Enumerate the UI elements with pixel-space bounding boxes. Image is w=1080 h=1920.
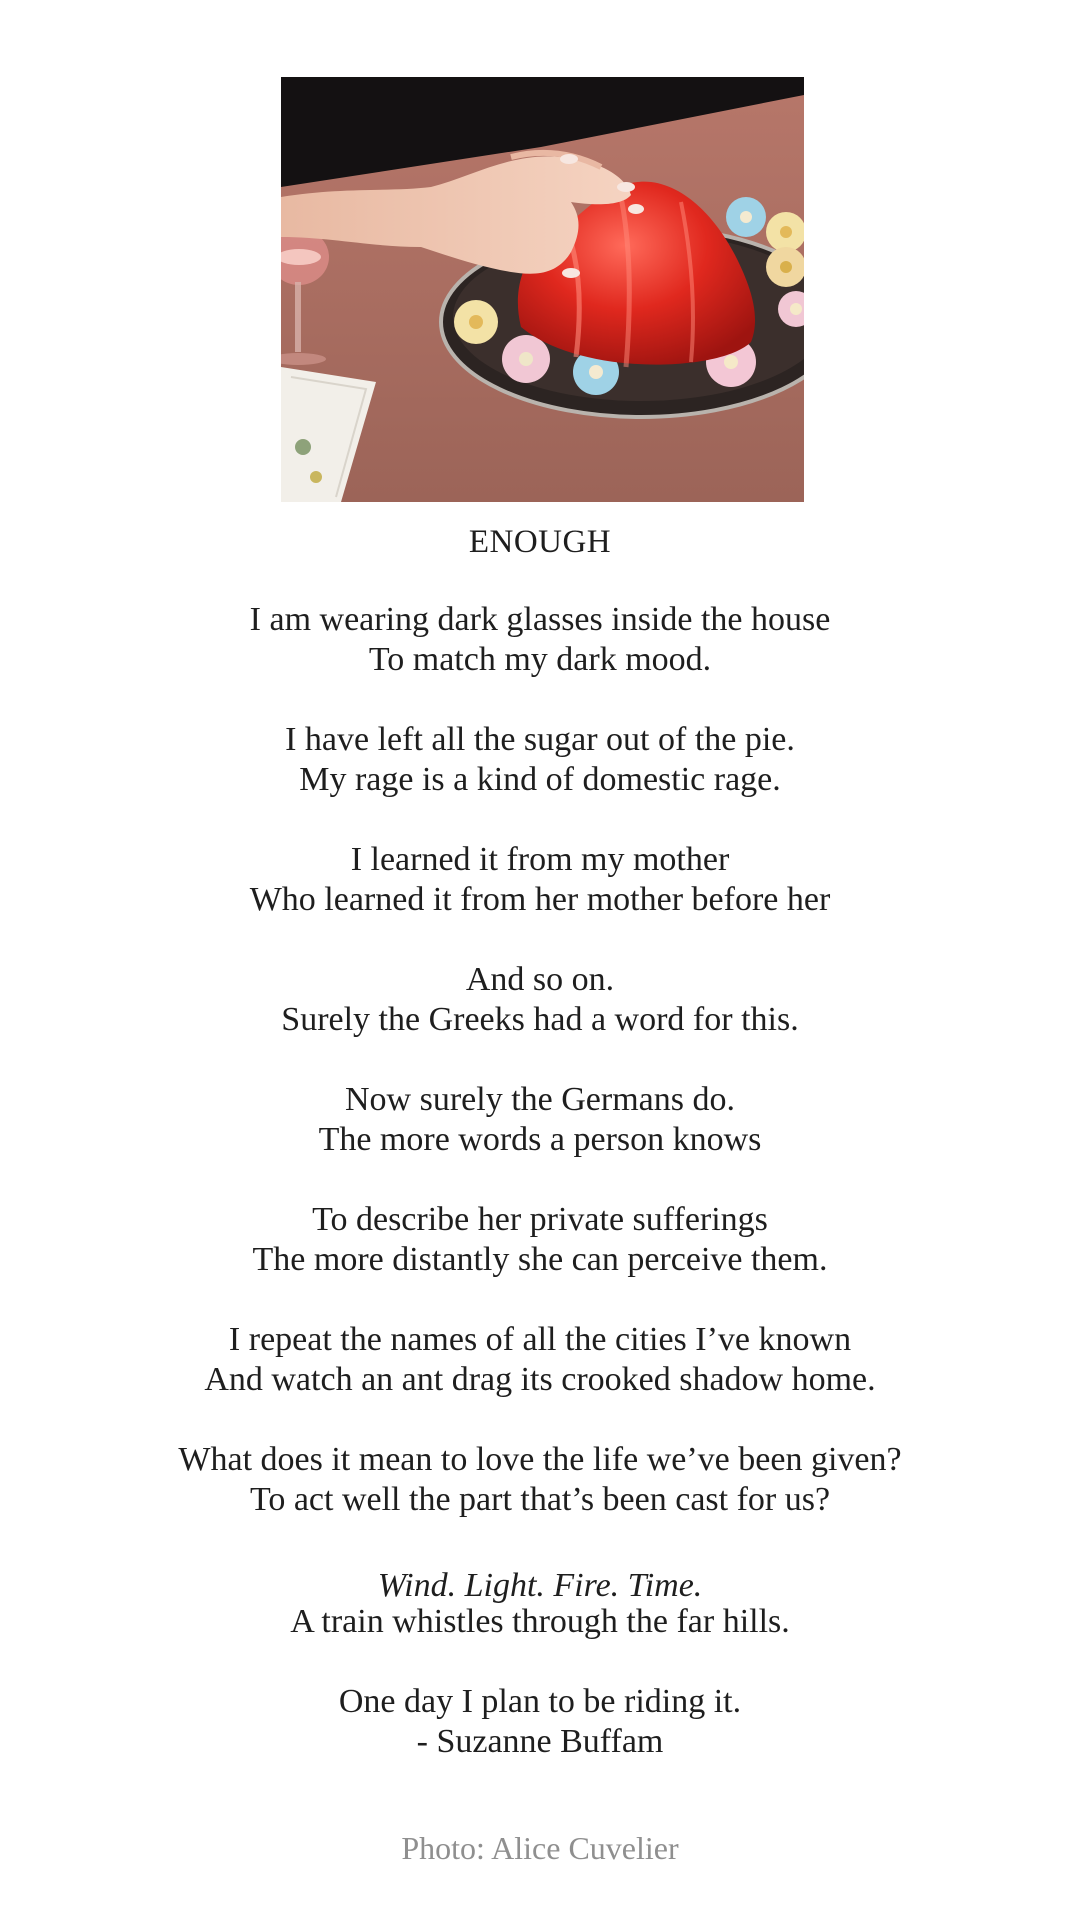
poem-line: The more distantly she can perceive them. [252, 1241, 828, 1278]
stanza-8 [0, 1440, 1080, 1520]
stanza-5 [0, 1080, 1080, 1160]
stanza-7 [0, 1320, 1080, 1400]
jelly-dessert-photo [281, 77, 804, 502]
poem-line: My rage is a kind of domestic rage. [299, 761, 781, 798]
stanza-4 [0, 960, 1080, 1040]
poem-line: I repeat the names of all the cities I’ve known [228, 1321, 852, 1358]
photo-credit: Photo: Alice Cuvelier [401, 1830, 679, 1866]
stanza-9 [0, 1568, 1080, 1640]
poem-line: A train whistles through the far hills. [290, 1603, 790, 1640]
poem-line: Now surely the Germans do. [345, 1081, 735, 1118]
stanza-6 [0, 1200, 1080, 1280]
stanza-10 [0, 1682, 1080, 1762]
poem-line: What does it mean to love the life we’ve been given? [178, 1441, 902, 1478]
poem-line: To match my dark mood. [368, 641, 712, 678]
poem-line: I learned it from my mother [350, 841, 730, 878]
poem-line: I am wearing dark glasses inside the house [249, 601, 831, 638]
poem-photo [281, 77, 804, 502]
poem-title: ENOUGH [468, 524, 612, 560]
poem-line-italic: Wind. Light. Fire. Time. [377, 1567, 703, 1604]
poem-line: One day I plan to be riding it. [338, 1683, 742, 1720]
poem-line: Who learned it from her mother before her [249, 881, 831, 918]
poem-line: And so on. [465, 961, 615, 998]
poem-line: To act well the part that’s been cast for us? [249, 1481, 831, 1518]
poem-line: And watch an ant drag its crooked shadow home. [204, 1361, 876, 1398]
stanza-1 [0, 600, 1080, 680]
poem-line: I have left all the sugar out of the pie. [285, 721, 795, 758]
stanza-3 [0, 840, 1080, 920]
poem-line: Surely the Greeks had a word for this. [281, 1001, 799, 1038]
poem-line: The more words a person knows [318, 1121, 762, 1158]
poem-line: To describe her private sufferings [312, 1201, 768, 1238]
stanza-2 [0, 720, 1080, 800]
poem-author: - Suzanne Buffam [416, 1723, 664, 1760]
